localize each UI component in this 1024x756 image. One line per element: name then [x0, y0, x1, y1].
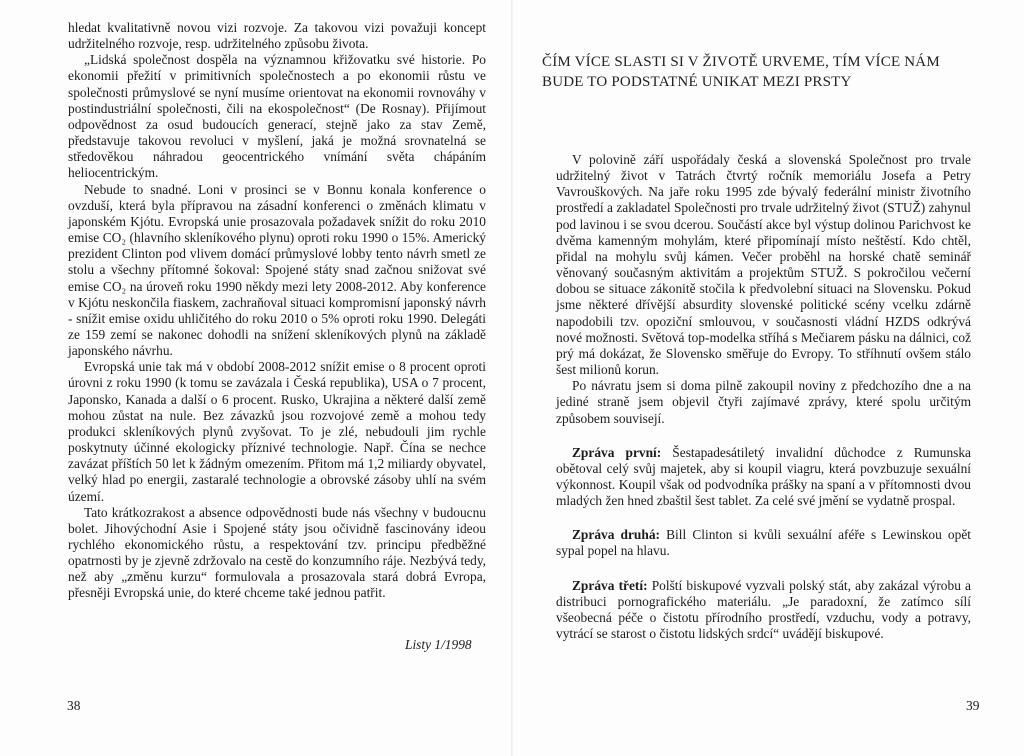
report-paragraph [556, 578, 971, 643]
paragraph: Nebude to snadné. Loni v prosinci se v Bonnu konala konference o ovzduší, která byla přípravou na zásadní konferenci o změnách klimatu v japonském Kjótu. Evropská unie prosazovala požadavek snížit do roku 2010 emise CO₂ (hlavního skleníkového plynu) oproti roku 1990 o 15%. Americký prezident Clinton pod vlivem domácí průmyslové lobby tento návrh smetl ze stolu a všechny přítomné šokoval: Spojené státy snad začnou snižovat své emise CO₂ na úroveň roku 1990 někdy mezi lety 2008-2012. Aby konference v Kjótu neskončila fiaskem, zachraňoval situaci kompromisní japonský návrh - snížit emise oxidu uhličitého do roku 2010 o 5% oproti roku 1990. Delegáti ze 159 zemí se nakonec dohodli na snížení skleníkových plynů na základě japonského návrhu. [68, 181, 486, 359]
paragraph: hledat kvalitativně novou vizi rozvoje. Za takovou vizi považuji koncept udržitelného rozvoje, resp. udržitelného způsobu života. [68, 20, 486, 52]
report-text: Šestapadesátiletý invalidní důchodce z Rumunska obětoval celý svůj majetek, aby si koupil viagru, která povzbuzuje sexuální výkonnost. Koupil však od podvodníka prášky na spaní a v přítomnosti dvou mladých žen hned zbaštil šest tablet. Za celé své jmění se vydatně prospal. [556, 444, 971, 509]
left-text-column [68, 20, 486, 602]
right-text-column [556, 152, 971, 642]
report-paragraph [556, 445, 971, 510]
report-text: Bill Clinton si kvůli sexuální aféře s Lewinskou opět sypal popel na hlavu. [556, 527, 971, 559]
report-label: Zpráva druhá: [572, 527, 660, 543]
report-text: Polští biskupové vyzvali polský stát, aby zakázal výrobu a distribuci pornografického materiálu. „Je paradoxní, že zatímco sílí všeobecná péče o čistotu přírodního prostředí, vzduchu, vody a potravy, vytrácí se starost o čistotu lidských srdcí“ uvádějí biskupové. [556, 577, 971, 642]
paragraph: Evropská unie tak má v období 2008-2012 snížit emise o 8 procent oproti úrovni z roku 1990 (k tomu se zavázala i Česká republika), USA o 7 procent, Japonsko, Kanada a další o 6 procent. Rusko, Ukrajina a některé další země mohou zůstat na nule. Bez závazků jsou rozvojové země a mohou tedy produkci skleníkových plynů zvyšovat. To je zlé, nebudouli jim rychle poskytnuty účinné ekologicky příznivé technologie. Např. Čína se nechce zavázat příštích 50 let k žádným omezením. Přitom má 1,2 miliardy obyvatel, velký hlad po energii, zastaralé technologie a obrovské zásoby uhlí na svém území. [68, 359, 486, 504]
paragraph: „Lidská společnost dospěla na významnou křižovatku své historie. Po ekonomii přežití v primitivních společnostech a po ekonomii růstu ve společnosti průmyslové se nyní musíme orientovat na ekonomii rovnováhy v postindustriální společnosti, čili na ekospolečnost“ (De Rosnay). Přijímout odpovědnost za osud budoucích generací, stejně jako za stav Země, představuje takovou revoluci v myšlení, jaká je možná srovnatelná se středověkou náhradou geocentrického vnímání světa chápáním heliocentrickým. [68, 52, 486, 181]
report-label: Zpráva první: [572, 444, 662, 460]
right-page [512, 0, 1024, 756]
article-headline: ČÍM VÍCE SLASTI SI V ŽIVOTĚ URVEME, TÍM VÍCE NÁM BUDE TO PODSTATNÉ UNIKAT MEZI PRSTY [542, 54, 940, 90]
report-label: Zpráva třetí: [572, 577, 648, 593]
paragraph: Tato krátkozrakost a absence odpovědnosti bude nás všechny v budoucnu bolet. Jihovýchodní Asie i Spojené státy jsou očividně fascinovány ideou rychlého ekonomického růstu, a respektování tzv. principu předběžné opatrnosti by je zjevně zdržovalo na cestě do konzumního ráje. Nezbývá tedy, než aby „změnu kurzu“ formulovala a prosazovala stará dobrá Evropa, přesněji Evropská unie, do které chceme také jednou patřit. [68, 504, 486, 601]
paragraph: Po návratu jsem si doma pilně zakoupil noviny z předchozího dne a na jediné straně jsem objevil čtyři zajímavé zprávy, které spolu určitým způsobem souvisejí. [556, 378, 971, 426]
page-number: 38 [67, 698, 81, 713]
page-number: 39 [966, 698, 980, 713]
report-paragraph [556, 527, 971, 559]
source-citation: Listy 1/1998 [405, 637, 472, 652]
paragraph: V polovině září uspořádaly česká a slovenská Společnost pro trvale udržitelný život v Tatrách čtvrtý ročník memoriálu Josefa a Petry Vavrouškových. Na jaře roku 1995 zde bývalý federální ministr životního prostředí a zakladatel Společnosti pro trvale udržitelný život (STUŽ) zahynul pod lavinou i se svou dcerou. Součástí akce byl výstup dolinou Parichvost ke dvěma kamenným mohylám, které připomínají místo neštěstí. Kdo chtěl, přidal na mohylu svůj kámen. Večer proběhl na horské chatě seminář věnovaný současným aktivitám a projektům STUŽ. S pokročilou večerní dobou se situace zákonitě stočila k předvolební situaci na Slovensku. Pokud jsme některé dřívější absurdity slovenské politické scény vcelku zdárně napodobili tzv. opoziční smlouvou, v současnosti vládní HZDS odkrývá nové možnosti. Světová top-modelka stříhá s Mečiarem pásku na dálnici, což prý má dokázat, že Slovensko směřuje do Evropy. To stříhnutí ovšem stálo šest milionů korun. [556, 152, 971, 378]
